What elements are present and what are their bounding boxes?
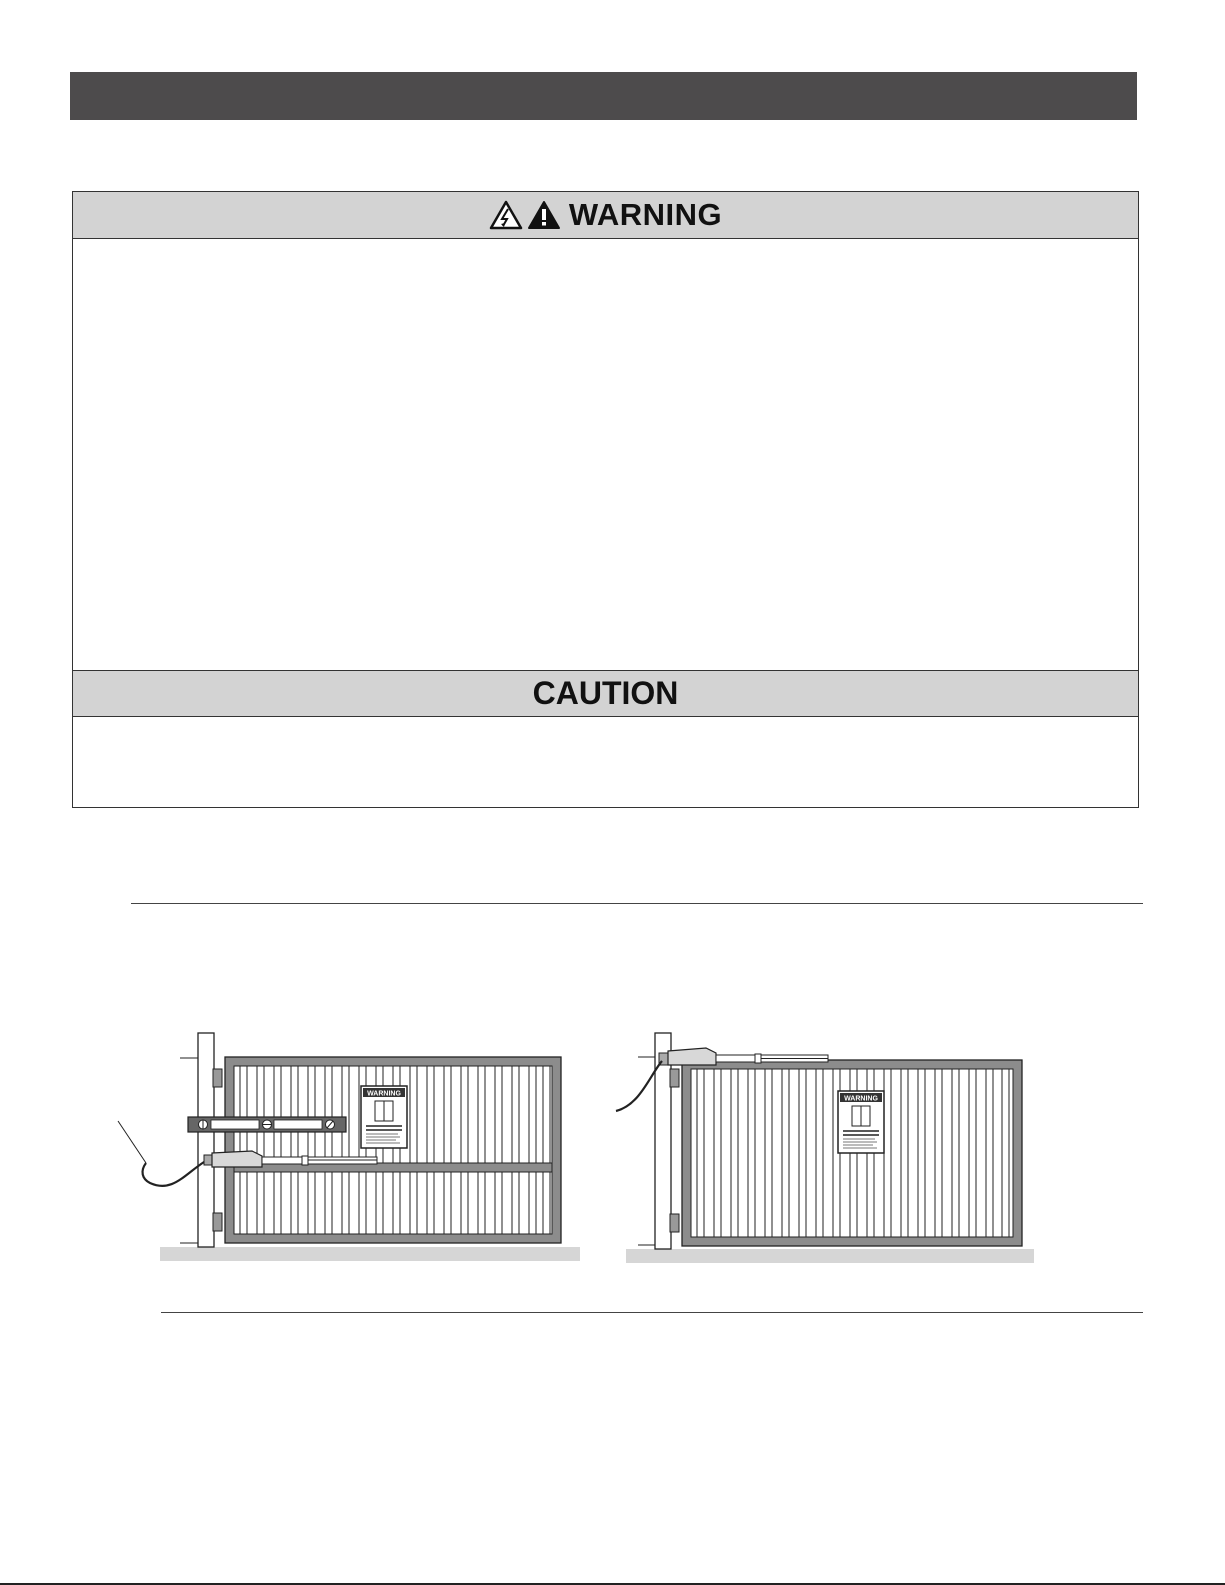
warning-header xyxy=(73,192,1138,239)
ground-slab xyxy=(626,1249,1034,1263)
caution-header xyxy=(73,670,1138,717)
sign-warning-text: WARNING xyxy=(844,1095,878,1103)
exclamation-triangle-icon xyxy=(527,200,561,230)
ground-slab xyxy=(160,1247,580,1261)
upper-hinge xyxy=(213,1069,222,1087)
gate-operator xyxy=(659,1048,828,1065)
warning-label: WARNING xyxy=(568,197,723,232)
section-divider-top xyxy=(131,903,1143,904)
sign-warning-text: WARNING xyxy=(367,1090,401,1098)
upper-hinge xyxy=(670,1069,679,1087)
section-divider-bottom xyxy=(161,1312,1143,1313)
gate-illustration-level-check xyxy=(112,1025,587,1270)
lower-hinge xyxy=(670,1214,679,1232)
warning-caution-box xyxy=(72,191,1139,808)
warning-icons xyxy=(489,200,561,230)
power-cable xyxy=(143,1162,204,1186)
warning-sign xyxy=(361,1086,407,1148)
gate-post xyxy=(198,1033,214,1247)
lower-hinge xyxy=(213,1213,222,1231)
electric-shock-triangle-icon xyxy=(489,200,523,230)
warning-sign xyxy=(838,1091,884,1153)
gate-illustration-top-mount xyxy=(610,1025,1040,1270)
caution-label: CAUTION xyxy=(532,675,679,711)
section-title-bar xyxy=(70,72,1137,120)
spirit-level xyxy=(188,1117,346,1132)
